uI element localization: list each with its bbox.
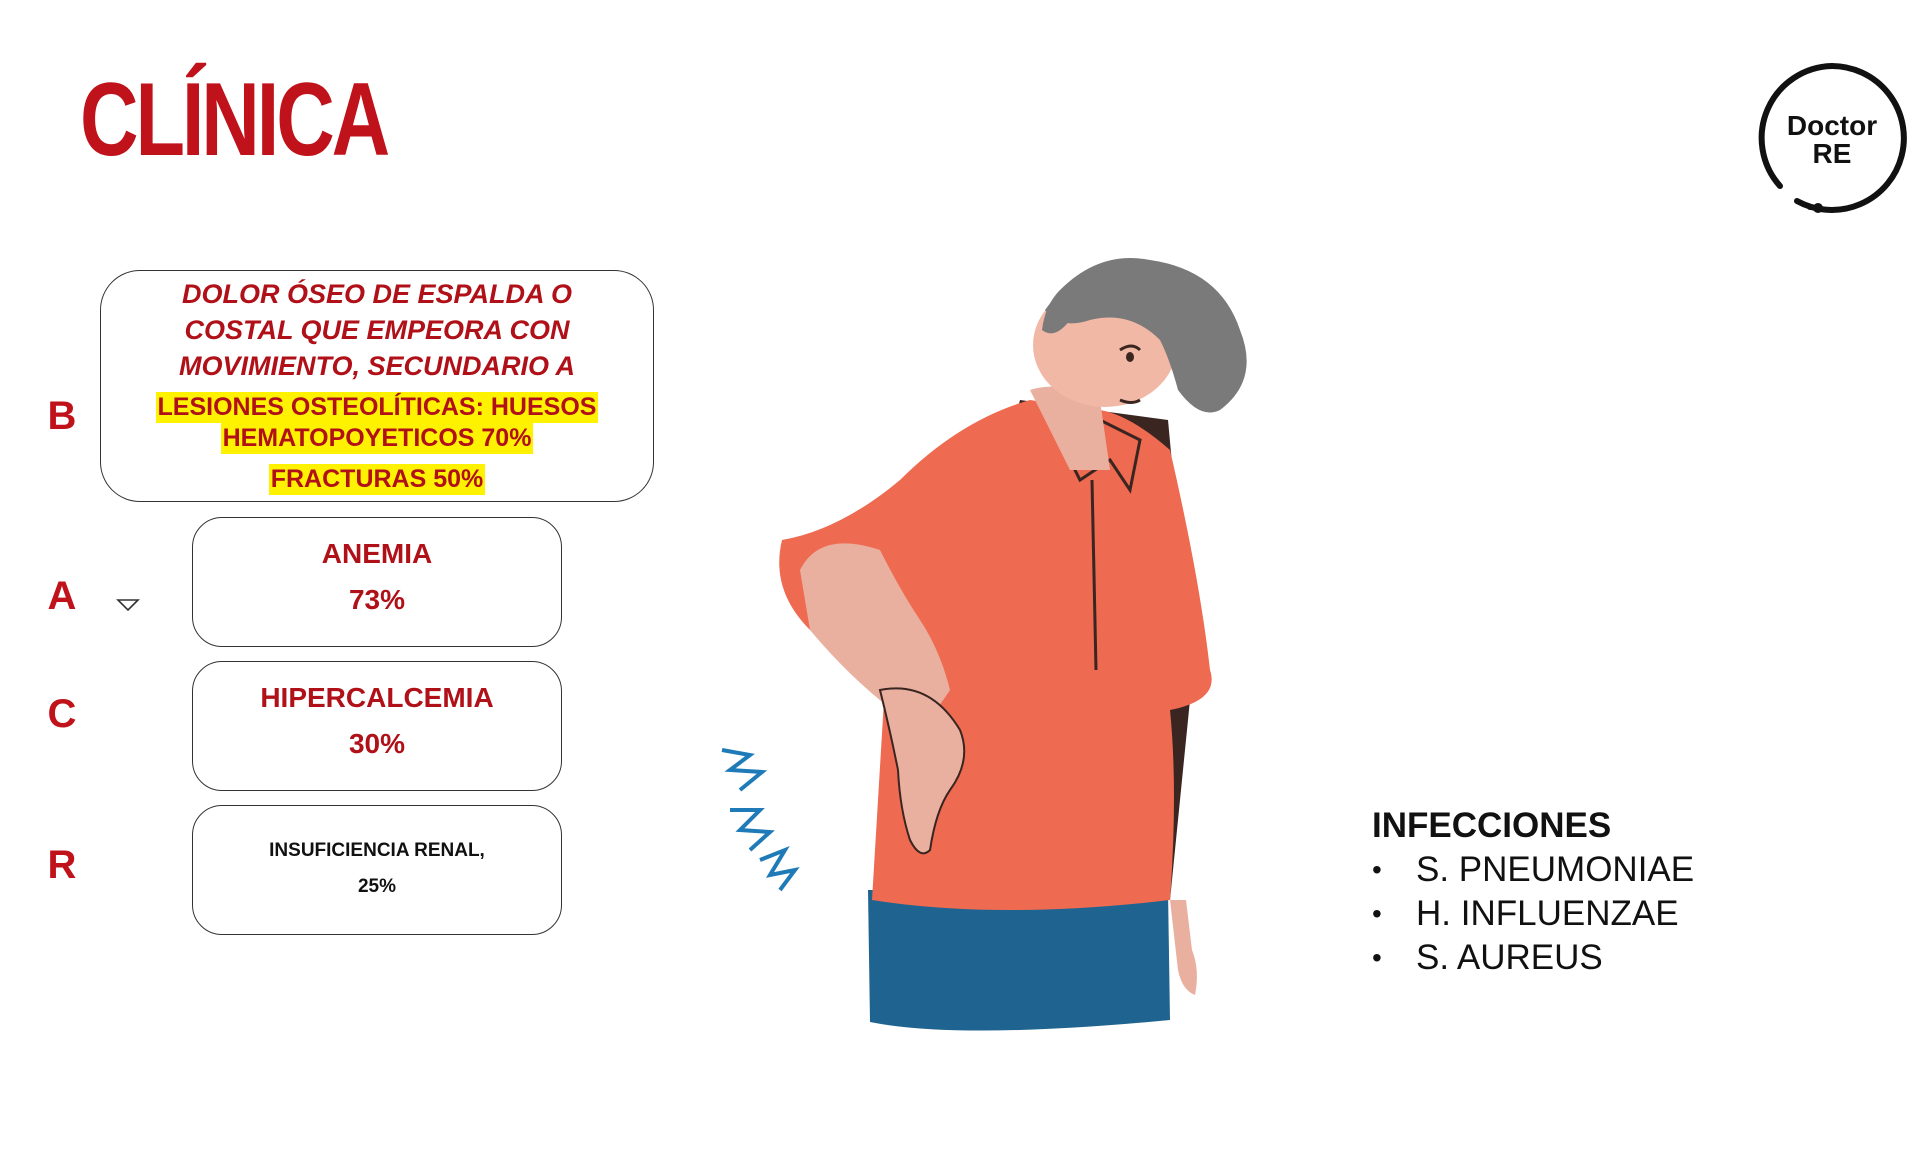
hypercalcemia-title: HIPERCALCEMIA — [260, 682, 494, 713]
shorts-shape — [868, 890, 1170, 1031]
letter-r: R — [47, 843, 77, 887]
logo-text — [1752, 112, 1912, 168]
infection-item: • S. AUREUS — [1372, 936, 1694, 980]
renal-failure-box — [192, 805, 562, 935]
infections-list — [1372, 848, 1694, 980]
pain-lines-1 — [722, 750, 762, 790]
back-pain-illustration — [700, 250, 1300, 1050]
bone-pain-heading — [101, 276, 653, 384]
anemia-title: ANEMIA — [321, 538, 433, 569]
fractures-label: FRACTURAS 50% — [270, 465, 484, 493]
pain-lines-3 — [760, 850, 795, 890]
bone-pain-line-3: MOVIMIENTO, SECUNDARIO A — [178, 351, 576, 381]
letter-a: A — [47, 574, 77, 618]
infection-item: • H. INFLUENZAE — [1372, 892, 1694, 936]
osteolytic-lesions — [101, 392, 653, 454]
bone-pain-box — [100, 270, 654, 502]
bone-pain-line-2: COSTAL QUE EMPEORA CON — [184, 315, 570, 345]
osteolytic-line-1: LESIONES OSTEOLÍTICAS: HUESOS — [157, 393, 597, 421]
hypercalcemia-value: 30% — [348, 728, 406, 759]
anemia-box — [192, 517, 562, 647]
logo-line-2: RE — [1812, 138, 1852, 169]
logo-line-1: Doctor — [1786, 110, 1878, 141]
infections-block — [1372, 804, 1694, 980]
page-title: CLÍNICA — [80, 62, 388, 178]
infections-title: INFECCIONES — [1372, 806, 1612, 845]
triangle-down-icon — [115, 597, 141, 613]
pain-lines-2 — [730, 810, 770, 850]
bone-pain-line-1: DOLOR ÓSEO DE ESPALDA O — [181, 279, 573, 309]
renal-failure-title: INSUFICIENCIA RENAL, — [269, 840, 485, 861]
osteolytic-line-2: HEMATOPOYETICOS 70% — [222, 424, 532, 452]
hypercalcemia-box — [192, 661, 562, 791]
infection-item: • S. PNEUMONIAE — [1372, 848, 1694, 892]
renal-failure-value: 25% — [357, 876, 397, 897]
anemia-value: 73% — [348, 584, 406, 615]
letter-b: B — [47, 394, 77, 438]
letter-c: C — [47, 692, 77, 736]
